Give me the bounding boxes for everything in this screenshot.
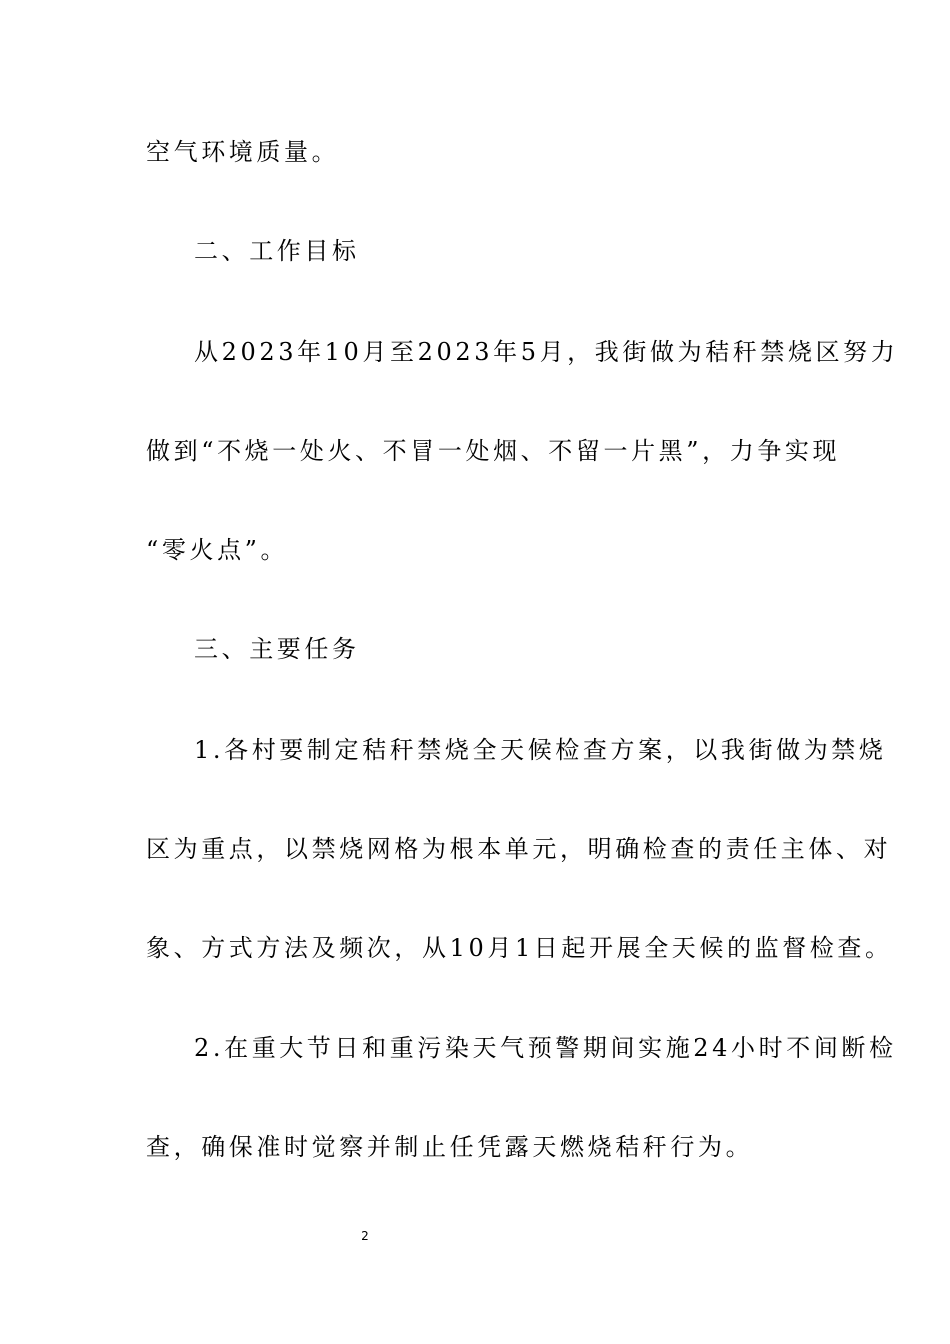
paragraph-line: 从2023年10月至2023年5月，我街做为秸秆禁烧区努力 — [194, 338, 899, 366]
paragraph-line: 区为重点，以禁烧网格为根本单元，明确检查的责任主体、对 — [146, 835, 892, 863]
paragraph-line: 1.各村要制定秸秆禁烧全天候检查方案，以我街做为禁烧 — [194, 736, 887, 764]
page-number: 2 — [361, 1229, 369, 1243]
section-heading: 二、工作目标 — [194, 237, 360, 265]
paragraph-line: 象、方式方法及频次，从10月1日起开展全天候的监督检查。 — [146, 934, 893, 962]
paragraph-line: 做到“不烧一处火、不冒一处烟、不留一片黑”，力争实现 — [146, 437, 841, 465]
paragraph-line: 空气环境质量。 — [146, 138, 340, 166]
paragraph-line: 2.在重大节日和重污染天气预警期间实施24小时不间断检 — [194, 1034, 897, 1062]
section-heading: 三、主要任务 — [194, 635, 360, 663]
paragraph-line: 查，确保准时觉察并制止任凭露天燃烧秸秆行为。 — [146, 1133, 754, 1161]
paragraph-line: “零火点”。 — [146, 536, 289, 564]
